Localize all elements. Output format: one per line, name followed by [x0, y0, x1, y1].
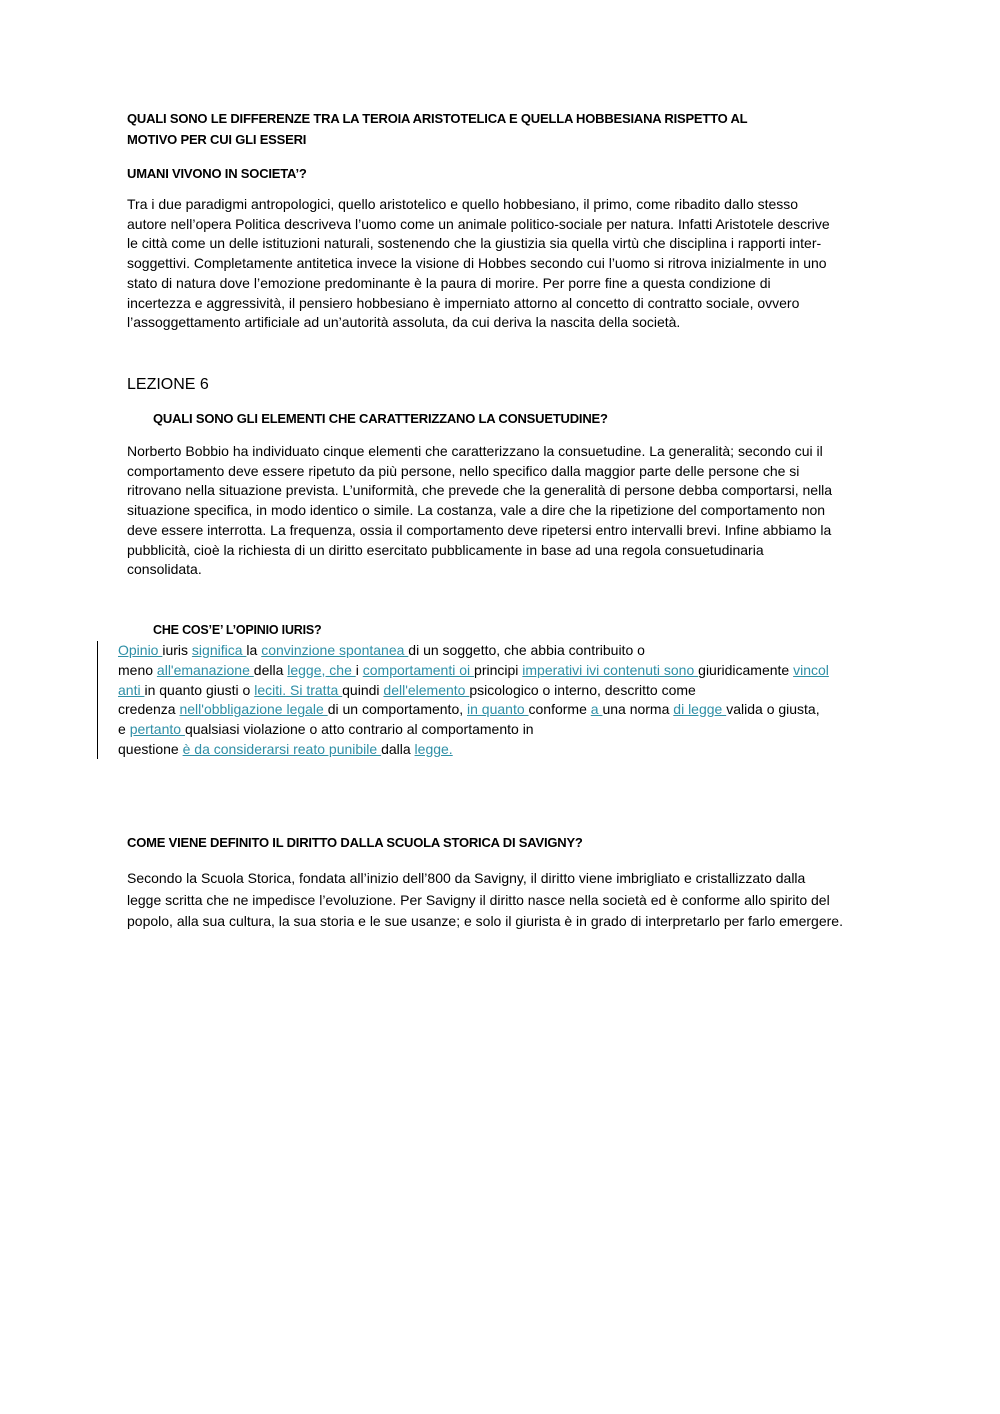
section2-heading: QUALI SONO GLI ELEMENTI CHE CARATTERIZZANO LA CONSUETUDINE?: [153, 411, 608, 426]
paragraph-line: [118, 700, 829, 720]
hyperlink[interactable]: pertanto: [129, 721, 185, 738]
paragraph-line: legge scritta che ne impedisce l’evoluzione. Per Savigny il diritto nasce nella società ed è conforme allo spirito del: [127, 891, 830, 908]
text-run: psicologico o interno, descritto come: [469, 681, 696, 698]
revision-change-bar: [97, 641, 98, 759]
hyperlink[interactable]: legge.: [414, 740, 453, 757]
text-run: valida o giusta,: [726, 701, 820, 718]
text-run: i: [355, 661, 363, 678]
hyperlink[interactable]: in quanto: [467, 701, 529, 718]
lesson-title: LEZIONE 6: [127, 376, 209, 393]
paragraph-line: pubblicità, cioè la richiesta di un diritto esercitato pubblicamente in base ad una regola consuetudinaria: [127, 541, 764, 558]
text-run: iuris: [162, 642, 192, 658]
hyperlink[interactable]: anti: [118, 681, 145, 698]
hyperlink[interactable]: vincol: [793, 661, 829, 678]
paragraph-line: stato di natura dove l’emozione predominante è la paura di morire. Per porre fine a questa condizione di: [127, 274, 771, 291]
text-run: della: [253, 661, 288, 678]
text-run: una norma: [602, 701, 674, 718]
hyperlink[interactable]: è da considerarsi reato punibile: [182, 740, 382, 757]
paragraph-line: [118, 661, 829, 681]
text-run: questione: [118, 740, 183, 757]
text-run: quindi: [342, 681, 384, 698]
hyperlink[interactable]: nell'obbligazione legale: [179, 701, 328, 718]
paragraph-line: l’assoggettamento artificiale ad un’autorità assoluta, da cui deriva la nascita della società.: [127, 314, 681, 331]
paragraph-line: incertezza e aggressività, il pensiero hobbesiano è imperniato attorno al concetto di contratto sociale, ovvero: [127, 294, 800, 311]
section1-heading-line2: MOTIVO PER CUI GLI ESSERI: [127, 132, 307, 147]
section3-heading: CHE COS’E’ L’OPINIO IURIS?: [153, 623, 322, 637]
paragraph-line: Norberto Bobbio ha individuato cinque elementi che caratterizzano la consuetudine. La generalità; secondo cui il: [127, 443, 823, 459]
paragraph-line: soggettivi. Completamente antitetica invece la visione di Hobbes secondo cui l’uomo si ritrova inizialmente in uno: [127, 255, 827, 272]
text-run: giuridicamente: [698, 661, 794, 678]
paragraph-line: [118, 740, 829, 760]
paragraph-line: ritrovano nella situazione prevista. L’uniformità, che prevede che la generalità di persone debba comportarsi, nella: [127, 482, 833, 499]
text-run: e: [118, 721, 130, 738]
paragraph-line: Secondo la Scuola Storica, fondata all’inizio dell’800 da Savigny, il diritto viene imbrigliato e cristallizzato dalla: [127, 870, 806, 886]
section1-paragraph: [127, 195, 887, 333]
paragraph-line: deve essere interrotta. La frequenza, ossia il comportamento deve ripetersi entro intervalli brevi. Infine abbiamo la: [127, 521, 832, 538]
paragraph-line: le città come un delle istituzioni naturali, sostenendo che la giustizia sia quella virtù che disciplina i rapporti inter-: [127, 235, 822, 252]
hyperlink[interactable]: all'emanazione: [156, 661, 254, 678]
section3-paragraph: [118, 641, 829, 760]
text-run: credenza: [118, 701, 180, 718]
hyperlink[interactable]: di legge: [673, 701, 727, 718]
text-run: conforme: [528, 701, 591, 718]
text-run: dalla: [381, 740, 415, 757]
text-run: qualsiasi violazione o atto contrario al comportamento in: [184, 721, 534, 738]
section4-paragraph: [127, 868, 887, 933]
paragraph-line: autore nell’opera Politica descriveva l’uomo come un animale politico-sociale per natura. Infatti Aristotele descrive: [127, 215, 830, 232]
hyperlink[interactable]: a: [590, 701, 603, 718]
hyperlink[interactable]: comportamenti oi: [362, 661, 475, 678]
section1-heading-line3: UMANI VIVONO IN SOCIETA’?: [127, 166, 307, 181]
section2-paragraph: [127, 442, 887, 580]
text-run: meno: [118, 661, 157, 678]
text-run: la: [246, 642, 262, 658]
paragraph-line: consolidata.: [127, 561, 202, 578]
paragraph-line: [118, 641, 829, 661]
section4-heading: COME VIENE DEFINITO IL DIRITTO DALLA SCUOLA STORICA DI SAVIGNY?: [127, 835, 583, 850]
hyperlink[interactable]: dell'elemento: [383, 681, 470, 698]
paragraph-line: [118, 681, 829, 701]
text-run: principi: [474, 661, 523, 678]
hyperlink[interactable]: leciti. Si tratta: [254, 681, 343, 698]
hyperlink[interactable]: significa: [191, 642, 247, 658]
hyperlink[interactable]: convinzione spontanea: [261, 642, 409, 658]
hyperlink[interactable]: legge, che: [287, 661, 356, 678]
hyperlink[interactable]: Opinio: [118, 642, 163, 658]
paragraph-line: popolo, alla sua cultura, la sua storia e le sue usanze; e solo il giurista è in grado di interpretarlo per farlo emergere.: [127, 913, 843, 929]
paragraph-line: comportamento deve essere ripetuto da più persone, nello specifico dalla maggior parte delle persone che si: [127, 462, 800, 479]
text-run: di un soggetto, che abbia contribuito o: [408, 642, 645, 658]
paragraph-line: [118, 720, 829, 740]
text-run: di un comportamento,: [327, 701, 468, 718]
paragraph-line: Tra i due paradigmi antropologici, quello aristotelico e quello hobbesiano, il primo, come ribadito dallo stesso: [127, 196, 799, 212]
hyperlink[interactable]: imperativi ivi contenuti sono: [522, 661, 699, 678]
paragraph-line: situazione specifica, in modo identico o simile. La costanza, vale a dire che la ripetizione del comportamento non: [127, 502, 826, 519]
text-run: in quanto giusti o: [144, 681, 255, 698]
section1-heading-line1: QUALI SONO LE DIFFERENZE TRA LA TEROIA ARISTOTELICA E QUELLA HOBBESIANA RISPETTO AL: [127, 111, 748, 126]
